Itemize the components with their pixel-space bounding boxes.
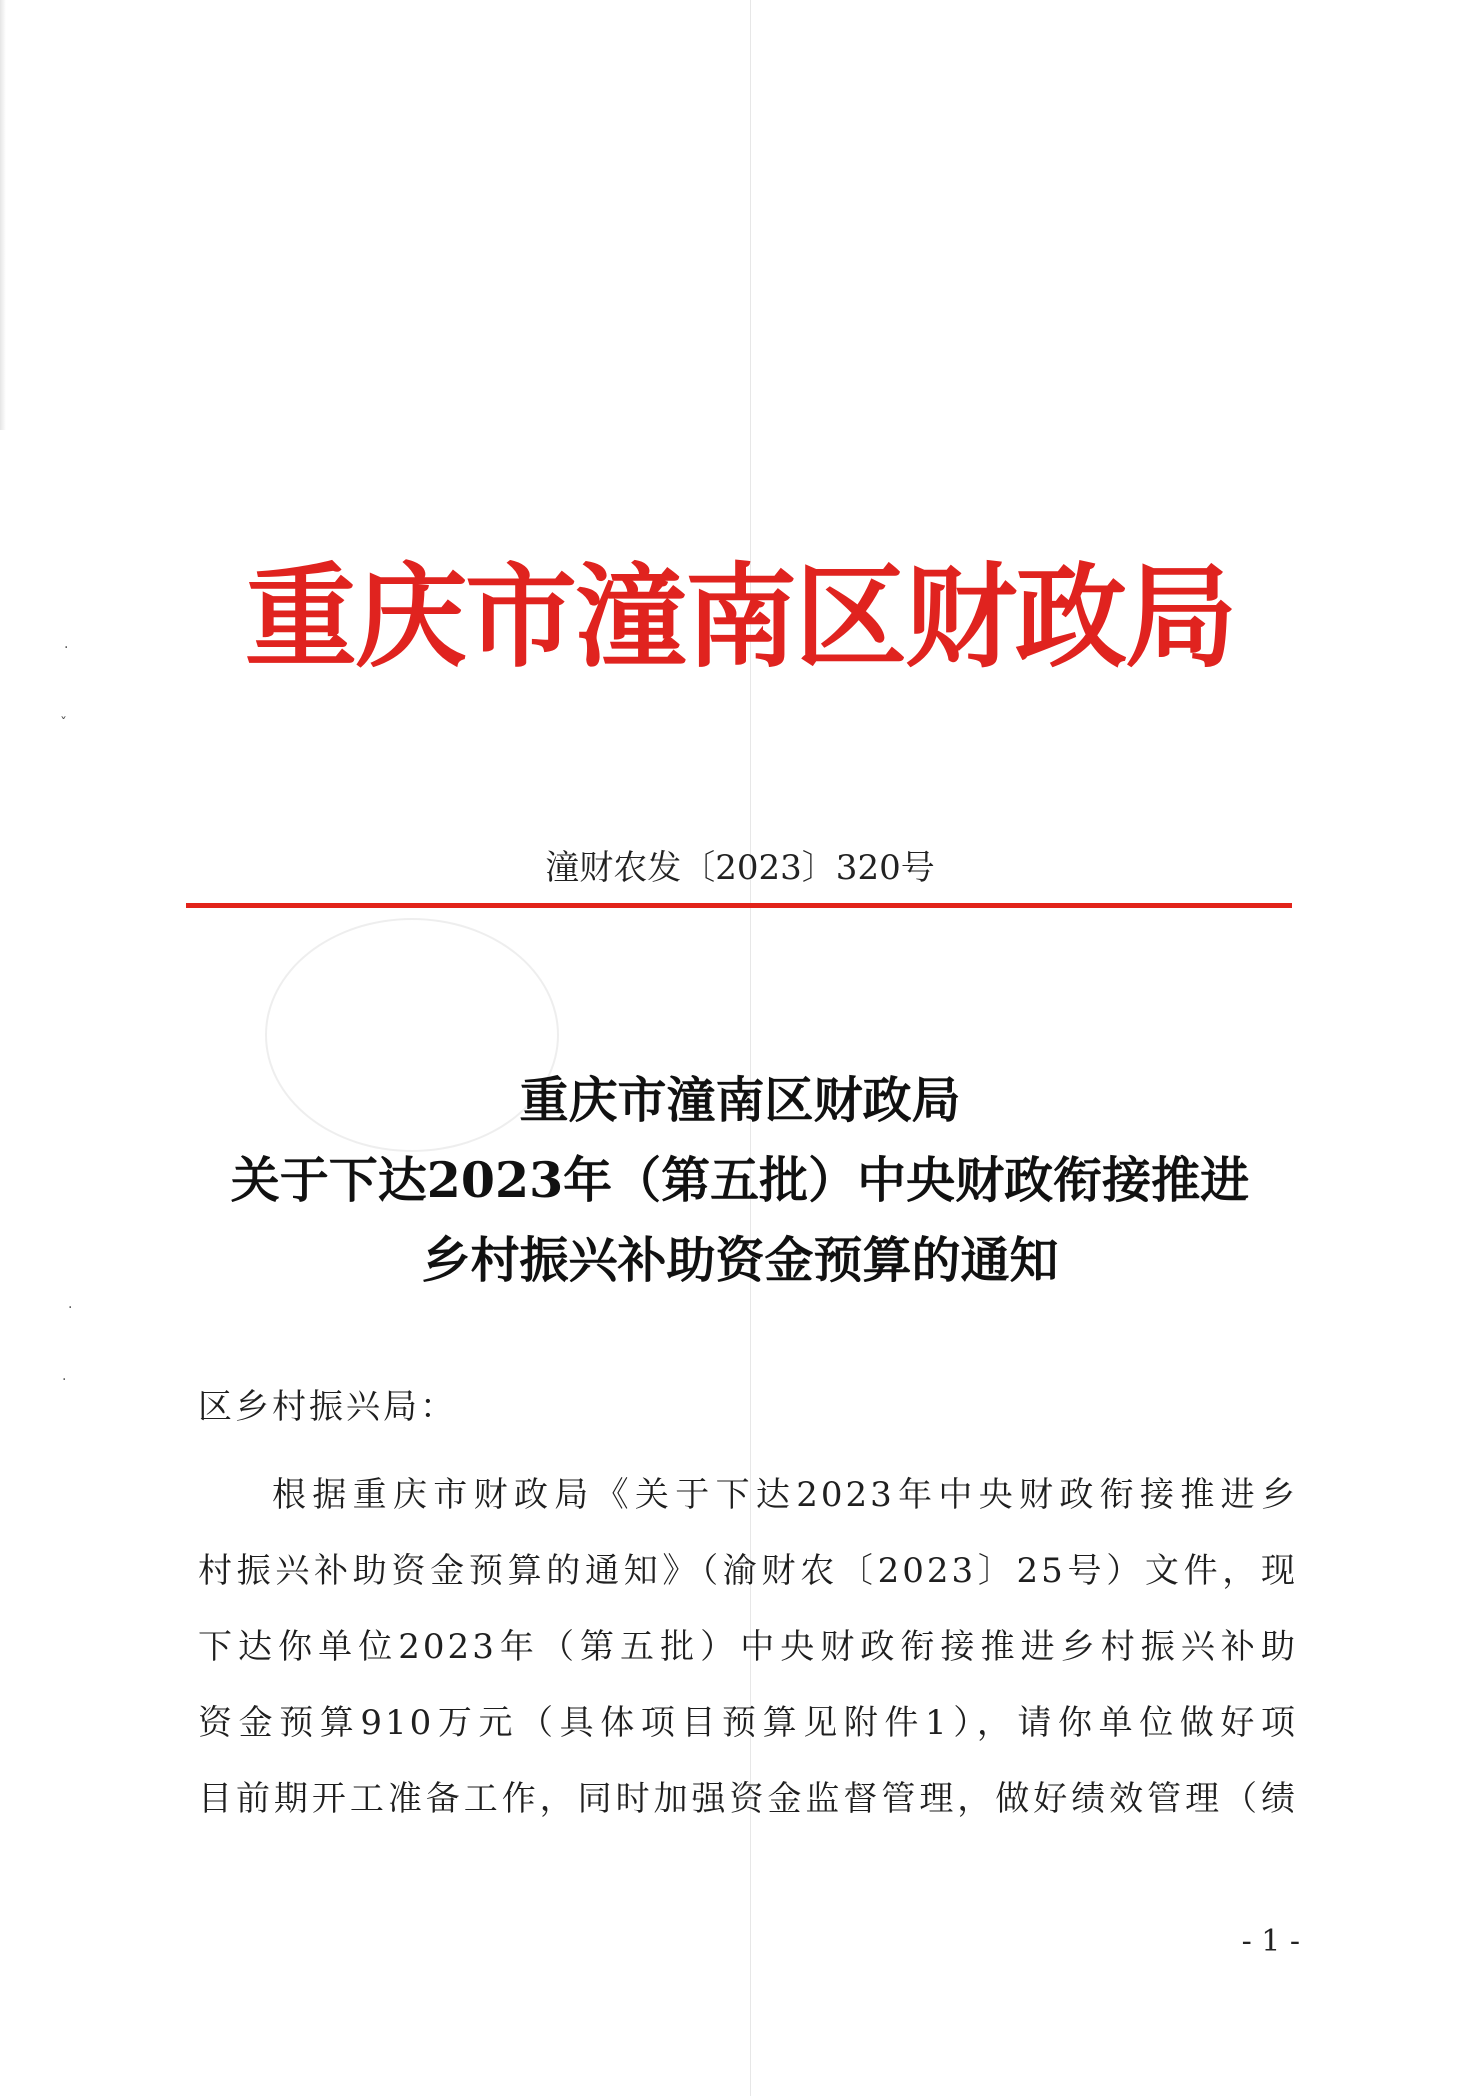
salutation: 区乡村振兴局： <box>198 1387 457 1427</box>
page-number: - 1 - <box>1241 1924 1300 1959</box>
body-line: 资金预算910万元（具体项目预算见附件1），请你单位做好项 <box>198 1703 1298 1743</box>
body-paragraph <box>198 1457 1298 1837</box>
document-number: 潼财农发〔2023〕320号 <box>545 848 935 888</box>
body-line: 目前期开工准备工作，同时加强资金监督管理，做好绩效管理（绩 <box>198 1779 1298 1819</box>
scan-edge-shadow <box>0 0 6 430</box>
title-line: 关于下达2023年（第五批）中央财政衔接推进 <box>230 1151 1250 1209</box>
document-title <box>150 1060 1330 1300</box>
scan-speck: · <box>68 1300 73 1316</box>
body-line: 下达你单位2023年（第五批）中央财政衔接推进乡村振兴补助 <box>198 1627 1298 1667</box>
body-line: 村振兴补助资金预算的通知》（渝财农〔2023〕25号）文件，现 <box>198 1551 1298 1591</box>
title-line: 乡村振兴补助资金预算的通知 <box>421 1231 1059 1289</box>
body-line: 根据重庆市财政局《关于下达2023年中央财政衔接推进乡 <box>272 1475 1298 1515</box>
scan-speck: · <box>64 640 69 656</box>
issuing-organization-header: 重庆市潼南区财政局 <box>245 552 1235 683</box>
title-line: 重庆市潼南区财政局 <box>519 1071 961 1129</box>
scan-speck: · <box>62 1372 67 1388</box>
red-separator-rule <box>186 903 1292 908</box>
scan-speck: ˇ <box>60 716 67 732</box>
